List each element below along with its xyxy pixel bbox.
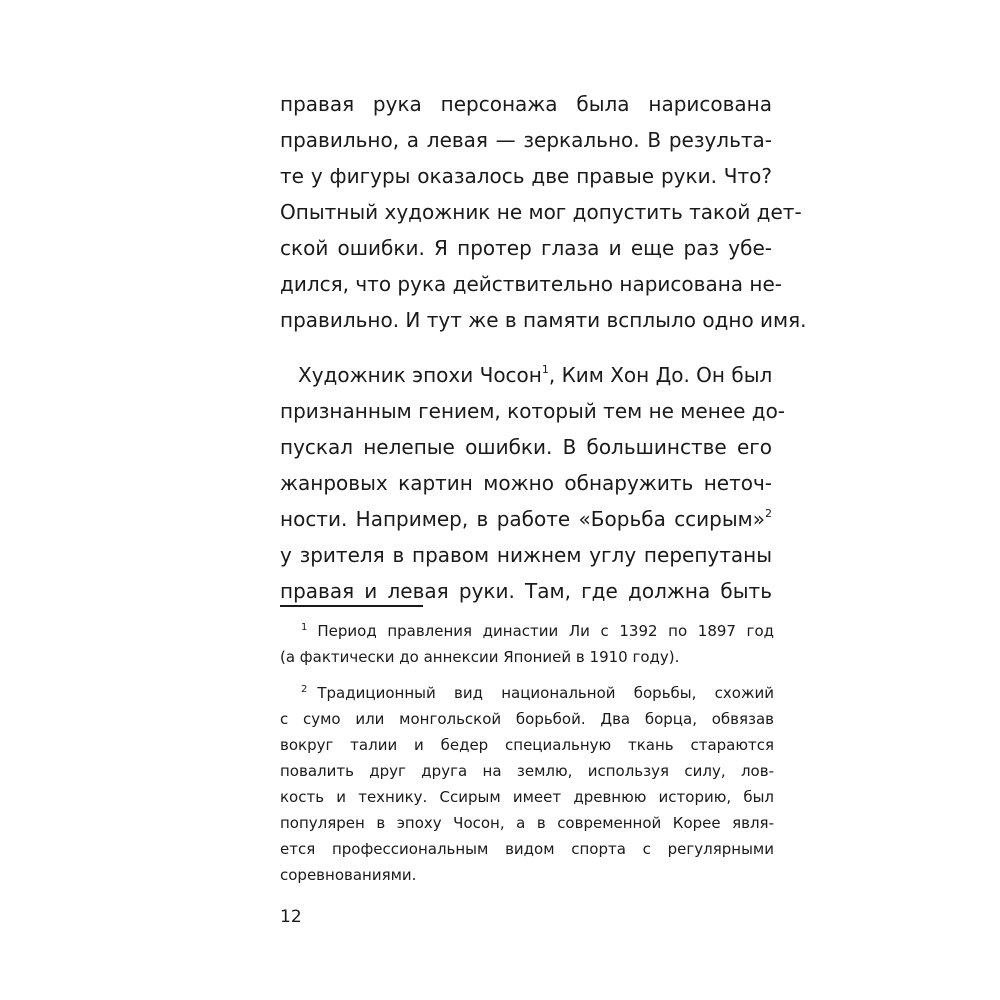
footnote-1: [280, 618, 774, 670]
footnote-2: [280, 680, 774, 888]
text-line: жанровых картин можно обнаружить неточ-: [280, 471, 772, 495]
footnote-line: (а фактически до аннексии Японией в 1910 году).: [280, 648, 680, 666]
text-line: ской ошибки. Я протер глаза и еще раз убе-: [280, 236, 772, 260]
text-line: дился, что рука действительно нарисована не-: [280, 272, 782, 296]
footnote-mark: 1: [301, 622, 308, 633]
footnote-text: Традиционный вид национальной борьбы, схожий: [317, 684, 774, 702]
footnote-line: соревнованиями.: [280, 866, 417, 884]
text-line: [280, 357, 772, 393]
footnote-reference-1[interactable]: 1: [541, 363, 549, 376]
text-line: пускал нелепые ошибки. В большинстве его: [280, 435, 772, 459]
footnote-line: [280, 680, 774, 706]
text-fragment: , Ким Хон До. Он был: [548, 363, 773, 387]
text-line: признанным гением, который тем не менее до-: [280, 399, 786, 423]
main-text: [280, 86, 807, 609]
footnote-line: вокруг талии и бедер специальную ткань стараются: [280, 736, 774, 754]
paragraph-2: [280, 357, 786, 609]
text-line: Опытный художник не мог допустить такой дет-: [280, 200, 802, 224]
text-fragment: Художник эпохи Чосон: [298, 363, 542, 387]
footnote-line: популярен в эпоху Чосон, а в современной Корее явля-: [280, 814, 774, 832]
page-number: 12: [280, 907, 302, 927]
text-line: [280, 501, 772, 537]
footnote-line: [280, 618, 774, 644]
footnote-reference-2[interactable]: 2: [765, 507, 772, 520]
paragraph-1: [280, 86, 807, 338]
text-line: правильно, а левая — зеркально. В результа-: [280, 128, 772, 152]
text-line: правая и левая руки. Там, где должна быть: [280, 579, 772, 603]
footnote-line: ется профессиональным видом спорта с регулярными: [280, 840, 774, 858]
text-line: правильно. И тут же в памяти всплыло одно имя.: [280, 308, 807, 332]
footnotes: [280, 618, 774, 888]
text-fragment: ности. Например, в работе «Борьба ссирым»: [280, 507, 765, 531]
paragraph-gap: [280, 338, 772, 357]
footnote-separator: [280, 605, 423, 607]
footnote-line: кость и технику. Ссирым имеет древнюю историю, был: [280, 788, 774, 806]
footnote-line: с сумо или монгольской борьбой. Два борца, обвязав: [280, 710, 774, 728]
footnote-gap: [280, 670, 774, 680]
footnote-line: повалить друг друга на землю, используя силу, лов-: [280, 762, 774, 780]
text-line: у зрителя в правом нижнем углу перепутаны: [280, 543, 772, 567]
text-line: правая рука персонажа была нарисована: [280, 92, 772, 116]
text-line: те у фигуры оказалось две правые руки. Что?: [280, 164, 772, 188]
footnote-mark: 2: [301, 684, 308, 695]
footnote-text: Период правления династии Ли с 1392 по 1897 год: [317, 622, 774, 640]
